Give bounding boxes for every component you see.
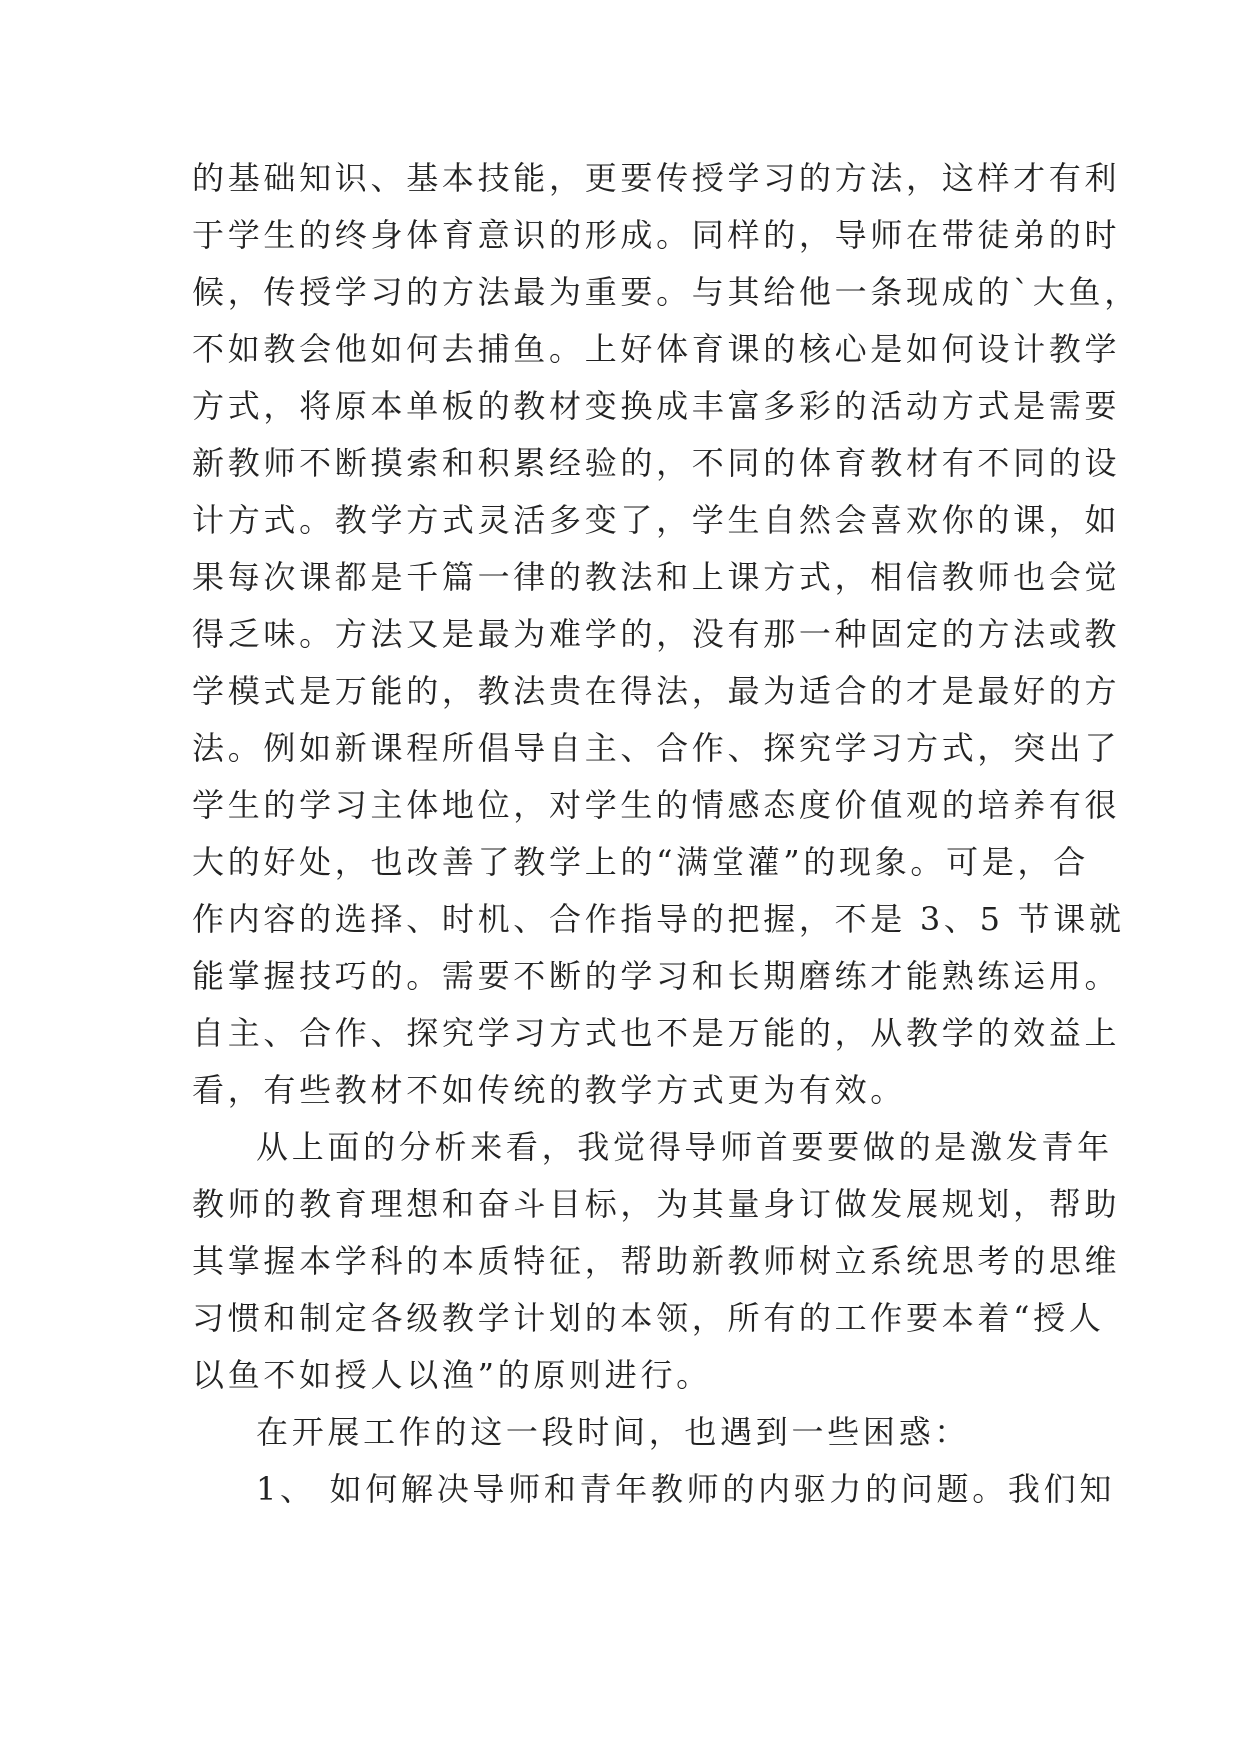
text-line: 候，传授学习的方法最为重要。与其给他一条现成的`大鱼，: [192, 273, 1140, 311]
paragraph-start-line: 从上面的分析来看，我觉得导师首要要做的是激发青年: [256, 1128, 1113, 1166]
text-line: 方式，将原本单板的教材变换成丰富多彩的活动方式是需要: [192, 387, 1121, 425]
text-line: 看，有些教材不如传统的教学方式更为有效。: [192, 1071, 907, 1109]
text-line: 习惯和制定各级教学计划的本领，所有的工作要本着“授人: [192, 1299, 1105, 1337]
text-line: 以鱼不如授人以渔”的原则进行。: [192, 1356, 712, 1394]
text-line: 大的好处，也改善了教学上的“满堂灌”的现象。可是，合: [192, 843, 1089, 881]
text-line: 法。例如新课程所倡导自主、合作、探究学习方式，突出了: [192, 729, 1121, 767]
text-line: 不如教会他如何去捕鱼。上好体育课的核心是如何设计教学: [192, 330, 1121, 368]
numbered-item-line: 1、 如何解决导师和青年教师的内驱力的问题。我们知: [256, 1470, 1116, 1508]
text-line: 自主、合作、探究学习方式也不是万能的，从教学的效益上: [192, 1014, 1121, 1052]
text-line: 作内容的选择、时机、合作指导的把握，不是 3、5 节课就: [192, 900, 1125, 938]
text-line: 教师的教育理想和奋斗目标，为其量身订做发展规划，帮助: [192, 1185, 1121, 1223]
text-line: 能掌握技巧的。需要不断的学习和长期磨练才能熟练运用。: [192, 957, 1121, 995]
text-line: 学生的学习主体地位，对学生的情感态度价值观的培养有很: [192, 786, 1121, 824]
text-line: 其掌握本学科的本质特征，帮助新教师树立系统思考的思维: [192, 1242, 1121, 1280]
text-line: 计方式。教学方式灵活多变了，学生自然会喜欢你的课，如: [192, 501, 1121, 539]
text-line: 的基础知识、基本技能，更要传授学习的方法，这样才有利: [192, 159, 1121, 197]
paragraph-start-line: 在开展工作的这一段时间，也遇到一些困惑：: [256, 1413, 971, 1451]
text-line: 果每次课都是千篇一律的教法和上课方式，相信教师也会觉: [192, 558, 1121, 596]
text-line: 得乏味。方法又是最为难学的，没有那一种固定的方法或教: [192, 615, 1121, 653]
text-line: 学模式是万能的，教法贵在得法，最为适合的才是最好的方: [192, 672, 1121, 710]
text-line: 新教师不断摸索和积累经验的，不同的体育教材有不同的设: [192, 444, 1121, 482]
text-line: 于学生的终身体育意识的形成。同样的，导师在带徒弟的时: [192, 216, 1121, 254]
body-text: [192, 150, 1140, 1518]
